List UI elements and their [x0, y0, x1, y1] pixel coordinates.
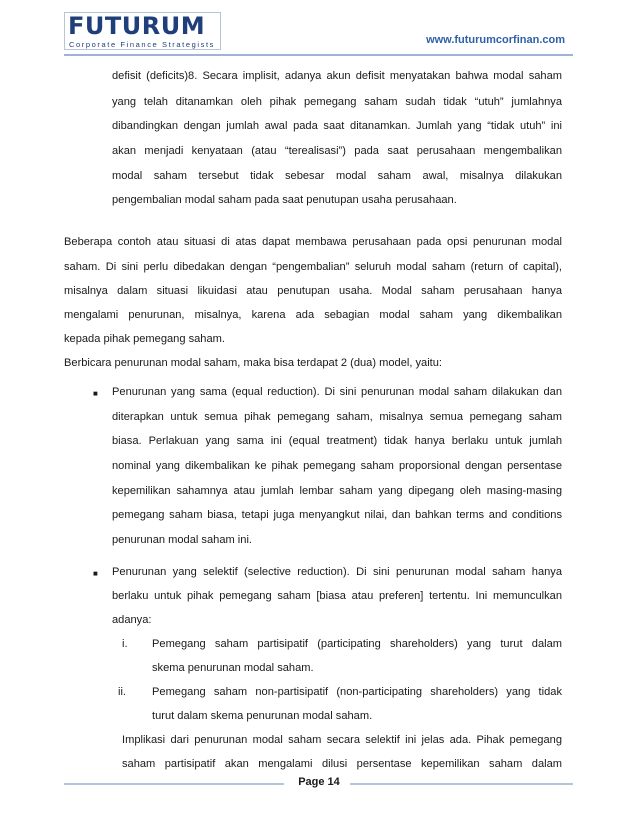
bullet-2-line: adanya: [112, 614, 152, 626]
logo-name: FUTURUM [68, 12, 206, 40]
para-top-line: akan menjadi kenyataan (atau “terealisasi”) pada saat perusahaan mengembalikan [112, 145, 562, 157]
roman-item-line: Pemegang saham non-partisipatif (non-participating shareholders) yang tidak [152, 686, 562, 698]
bullet-icon: ■ [93, 569, 98, 578]
para-2-line: Beberapa contoh atau situasi di atas dapat membawa perusahaan pada opsi penurunan modal [64, 236, 562, 248]
implication-line: saham partisipatif akan mengalami dilusi persentase kepemilikan saham dalam [122, 758, 562, 770]
para-2-line: kepada pihak pemegang saham. [64, 333, 225, 345]
bullet-2-line: Penurunan yang selektif (selective reduction). Di sini penurunan modal saham hanya [112, 566, 562, 578]
logo-tagline: Corporate Finance Strategists [69, 40, 216, 49]
para-2-line: saham. Di sini perlu dibedakan dengan “pengembalian” seluruh modal saham (return of capital), [64, 261, 562, 273]
bullet-1-line: Penurunan yang sama (equal reduction). Di sini penurunan modal saham dilakukan dan [112, 386, 562, 398]
implication-line: Implikasi dari penurunan modal saham secara selektif ini jelas ada. Pihak pemegang [122, 734, 562, 746]
header-divider [64, 54, 573, 56]
roman-item-line: Pemegang saham partisipatif (participating shareholders) yang turut dalam [152, 638, 562, 650]
bullet-1-line: diterapkan untuk semua pihak pemegang saham, misalnya semua pemegang saham [112, 411, 562, 423]
company-logo [64, 12, 221, 50]
roman-numeral: i. [122, 638, 128, 650]
roman-item-line: turut dalam skema penurunan modal saham. [152, 710, 373, 722]
para-2-line: misalnya dalam situasi likuidasi atau penutupan usaha. Modal saham perusahaan hanya [64, 285, 562, 297]
header-url[interactable]: www.futurumcorfinan.com [426, 34, 565, 46]
roman-item-line: skema penurunan modal saham. [152, 662, 314, 674]
para-top-line: dibandingkan dengan jumlah awal pada saat ditanamkan. Jumlah yang “tidak utuh” ini [112, 120, 562, 132]
bullet-icon: ■ [93, 389, 98, 398]
bullet-1-line: penurunan modal saham ini. [112, 534, 252, 546]
para-top-line: defisit (deficits)8. Secara implisit, adanya akun defisit menyatakan bahwa modal saham [112, 70, 562, 82]
para-top-line: yang telah ditanamkan oleh pihak pemegang saham sudah tidak “utuh” jumlahnya [112, 96, 562, 108]
page-number: Page 14 [0, 776, 638, 788]
roman-numeral: ii. [118, 686, 127, 698]
bullet-1-line: biasa. Perlakuan yang sama ini (equal treatment) tidak hanya berlaku untuk jumlah [112, 435, 562, 447]
bullet-2-line: berlaku untuk pihak pemegang saham [biasa atau preferen] tertentu. Ini memunculkan [112, 590, 562, 602]
bullet-1-line: kepemilikan sahamnya atau jumlah lembar saham yang dipegang oleh masing-masing [112, 485, 562, 497]
para-2-line: mengalami penurunan, misalnya, karena ada sebagian modal saham yang dikembalikan [64, 309, 562, 321]
para-top-line: modal saham tersebut tidak sebesar modal saham awal, misalnya dilakukan [112, 170, 562, 182]
bullet-1-line: pemegang saham biasa, tetapi juga menyangkut nilai, dan bahkan terms and conditions [112, 509, 562, 521]
para-3: Berbicara penurunan modal saham, maka bisa terdapat 2 (dua) model, yaitu: [64, 357, 443, 369]
bullet-1-line: nominal yang dikembalikan ke pihak pemegang saham proporsional dengan persentase [112, 460, 562, 472]
para-top-line: pengembalian modal saham pada saat penutupan usaha perusahaan. [112, 194, 457, 206]
